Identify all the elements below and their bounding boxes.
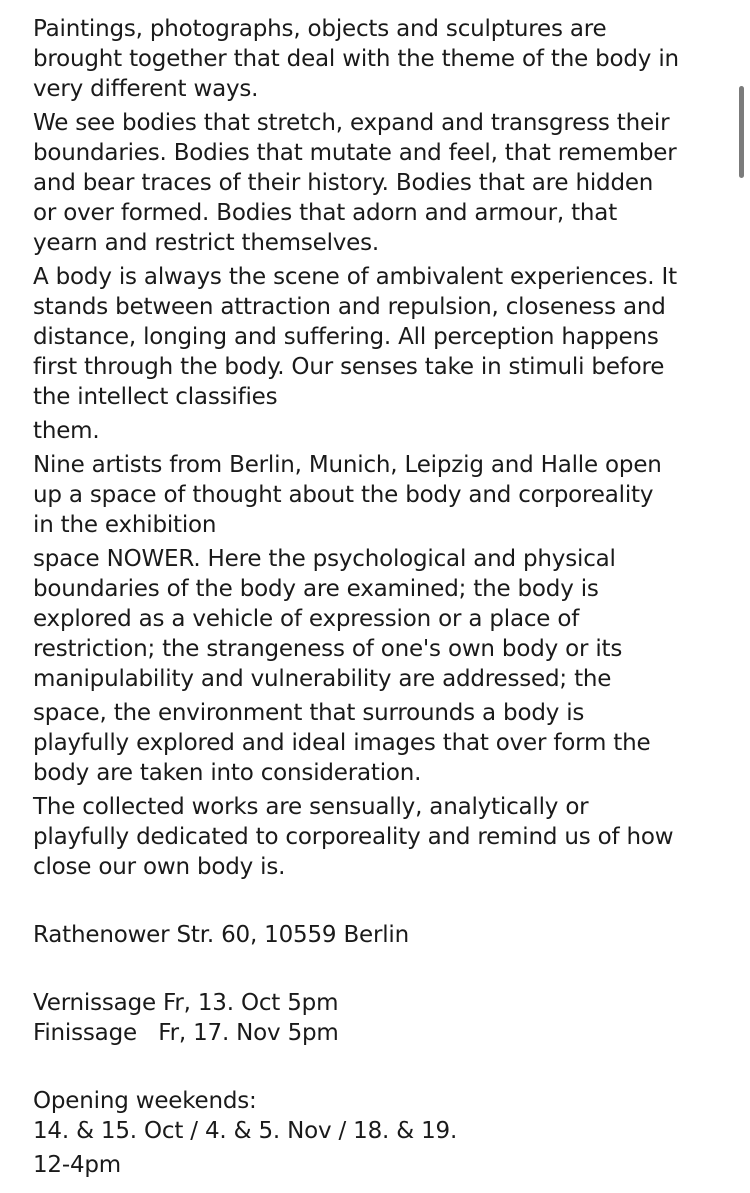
scrollbar-thumb[interactable] xyxy=(739,86,744,178)
paragraph-environment: space, the environment that surrounds a body is playfully explored and ideal images that over form the body are taken into consideration. xyxy=(33,700,651,786)
paragraph-bodies: We see bodies that stretch, expand and transgress their boundaries. Bodies that mutate and feel, that remember and bear traces of their history. Bodies that are hidden or over formed. Bodies that adorn and armour, that yearn and restrict themselves. xyxy=(33,110,677,256)
opening-hours: 12-4pm xyxy=(33,1152,122,1178)
finissage-date: Finissage Fr, 17. Nov 5pm xyxy=(33,1020,339,1046)
paragraph-ambivalent: A body is always the scene of ambivalent experiences. It stands between attraction and repulsion, closeness and distance, longing and suffering. All perception happens first through the body. Our senses take in stimuli before the intellect classifies xyxy=(33,264,677,410)
paragraph-collected-works: The collected works are sensually, analytically or playfully dedicated to corporeality and remind us of how close our own body is. xyxy=(33,794,674,880)
exhibition-text xyxy=(33,14,733,1180)
opening-weekends-days: 14. & 15. Oct / 4. & 5. Nov / 18. & 19. xyxy=(33,1118,458,1144)
address: Rathenower Str. 60, 10559 Berlin xyxy=(33,922,409,948)
paragraph-artists: Nine artists from Berlin, Munich, Leipzig and Halle open up a space of thought about the body and corporeality in the exhibition xyxy=(33,452,662,538)
paragraph-space-nower: space NOWER. Here the psychological and physical boundaries of the body are examined; the body is explored as a vehicle of expression or a place of restriction; the strangeness of one's own body or its manipulability and vulnerability are addressed; the xyxy=(33,546,623,692)
opening-weekends-heading: Opening weekends: xyxy=(33,1088,257,1114)
paragraph-them: them. xyxy=(33,418,100,444)
vernissage-date: Vernissage Fr, 13. Oct 5pm xyxy=(33,990,339,1016)
paragraph-intro: Paintings, photographs, objects and sculptures are brought together that deal with the theme of the body in very different ways. xyxy=(33,16,679,102)
